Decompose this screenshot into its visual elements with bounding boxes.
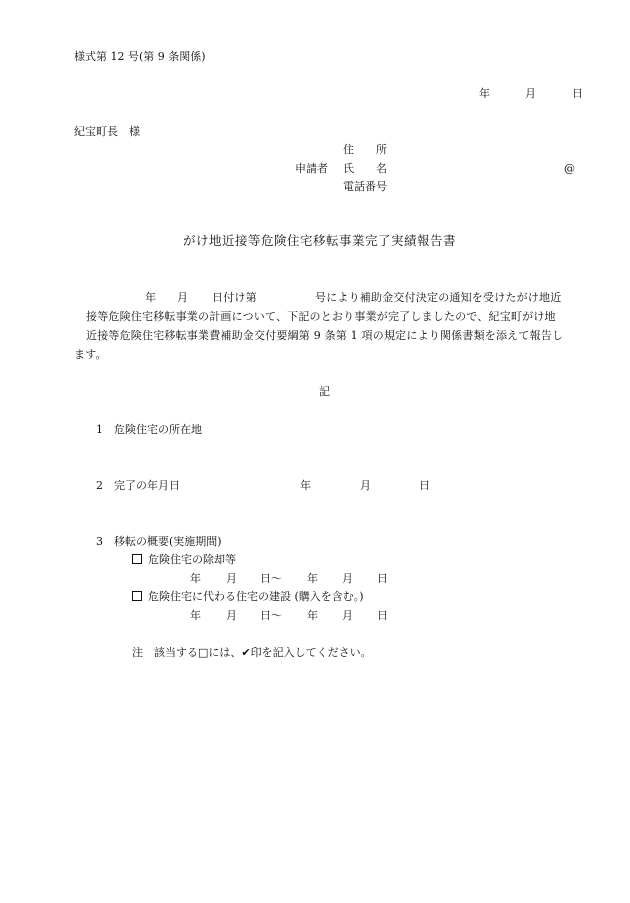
sub2-day2: 日 [377,609,388,622]
item2-label: 完了の年月日 [114,479,180,492]
checkbox-square[interactable] [132,591,142,601]
sub1-month2: 月 [342,572,353,585]
demolition-checkbox[interactable] [132,554,236,565]
sub1-day2: 日 [377,572,388,585]
note-prefix: 注 [132,646,143,659]
body-day-prefix: 日付け第 [212,291,257,304]
item1-number: 1 [96,423,103,436]
sub1-month1: 月 [226,572,237,585]
sub2-year1: 年 [190,609,201,622]
sub2-month1: 月 [226,609,237,622]
sub2-month2: 月 [342,609,353,622]
date-year-label: 年 [479,87,490,100]
item2-year: 年 [300,479,311,492]
body-line4: ます。 [74,348,107,361]
construction-label: 危険住宅に代わる住宅の建設 (購入を含む。) [148,590,364,603]
address-label: 住 所 [343,143,387,156]
date-day-label: 日 [572,87,583,100]
form-number: 様式第 12 号(第 9 条関係) [74,50,206,63]
item1-label: 危険住宅の所在地 [114,423,202,436]
construction-checkbox[interactable] [132,591,364,602]
name-label: 氏 名 [343,162,387,175]
applicant-role: 申請者 [295,162,328,175]
date-month-label: 月 [525,87,536,100]
ki-heading: 記 [319,385,330,398]
item2-day: 日 [419,479,430,492]
item2-month: 月 [360,479,371,492]
body-line1-rest: 号により補助金交付決定の通知を受けたがけ地近 [315,291,562,304]
body-year-label: 年 [145,291,157,304]
sub2-day1: 日〜 [260,609,282,622]
sub1-day1: 日〜 [260,572,282,585]
item2-number: 2 [96,479,103,492]
demolition-label: 危険住宅の除却等 [148,553,236,566]
sub2-year2: 年 [307,609,318,622]
note-text: 該当する□には、✔印を記入してください。 [154,646,372,659]
document-title: がけ地近接等危険住宅移転事業完了実績報告書 [183,233,457,248]
seal-mark: @ [564,162,575,175]
phone-label: 電話番号 [343,180,387,193]
checkbox-square[interactable] [132,554,142,564]
body-month-label: 月 [177,291,189,304]
addressee: 紀宝町長 様 [74,125,140,138]
item3-number: 3 [96,535,103,548]
body-line3: 近接等危険住宅移転事業費補助金交付要綱第 9 条第 1 項の規定により関係書類を添えて報告し [86,329,564,342]
sub1-year1: 年 [190,572,201,585]
item3-label: 移転の概要(実施期間) [114,535,222,548]
body-line2: 接等危険住宅移転事業の計画について、下記のとおり事業が完了しましたので、紀宝町がけ地 [86,310,556,323]
sub1-year2: 年 [307,572,318,585]
